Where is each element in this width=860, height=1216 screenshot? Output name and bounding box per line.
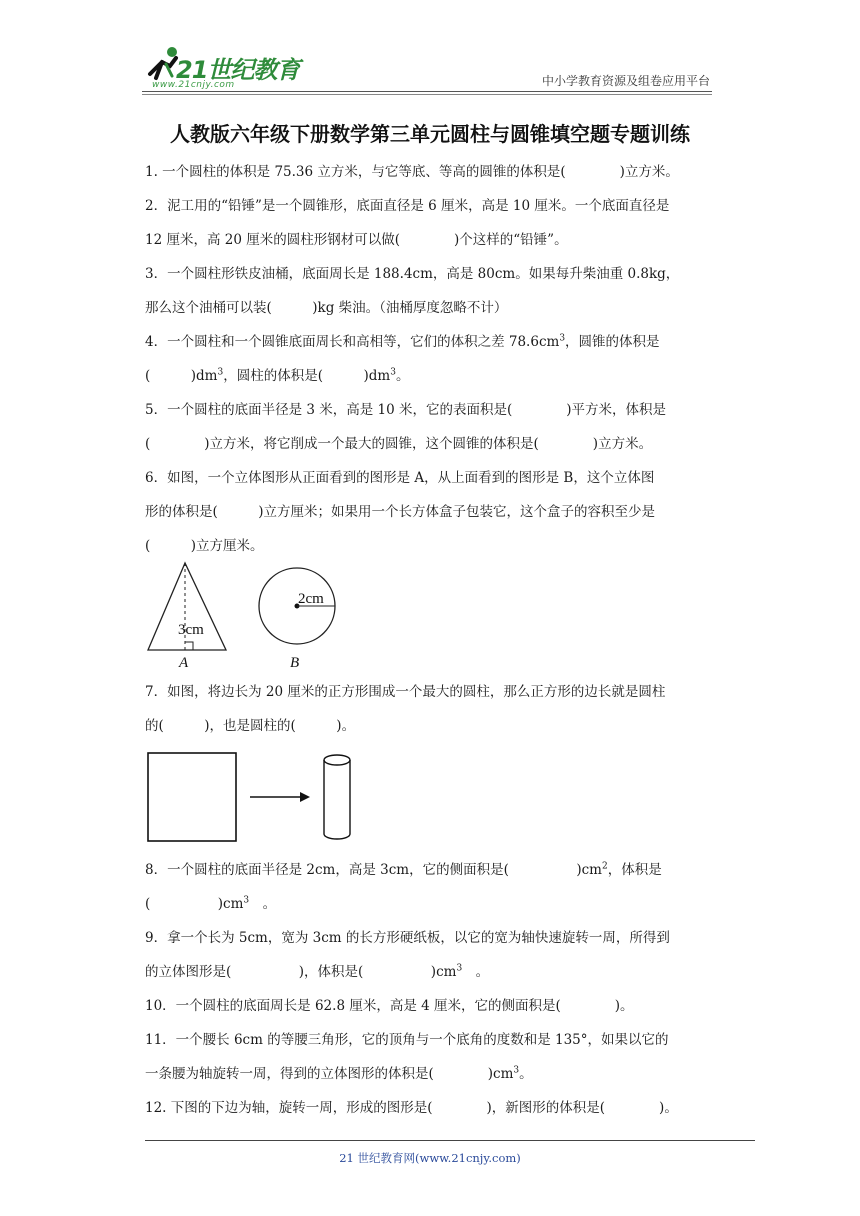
question-line: 的( )，也是圆柱的( )。 [145, 718, 356, 734]
q4-text: 。 [395, 368, 410, 384]
header-divider-secondary [142, 94, 712, 95]
q8-text: 8．一个圆柱的底面半径是 2cm，高是 3cm，它的侧面积是( )cm [145, 862, 602, 878]
question-line: 那么这个油桶可以装( )kg 柴油。（油桶厚度忽略不计） [145, 300, 508, 316]
question-9 [145, 921, 720, 989]
superscript: 3 [559, 333, 566, 344]
cylinder-shape [324, 755, 350, 839]
q4-text: ( )dm [145, 368, 218, 384]
question-line: 6．如图，一个立体图形从正面看到的图形是 A，从上面看到的图形是 B，这个立体图 [145, 470, 655, 486]
question-12 [145, 1091, 720, 1125]
question-line [145, 325, 720, 359]
site-logo[interactable] [142, 40, 312, 96]
question-line [145, 1057, 720, 1091]
superscript: 3 [456, 963, 463, 974]
q11-text: 。 [519, 1066, 533, 1082]
question-4 [145, 325, 720, 393]
question-line: 12 厘米，高 20 厘米的圆柱形钢材可以做( )个这样的“铅锤”。 [145, 232, 568, 248]
header-divider [142, 91, 712, 92]
question-line [145, 359, 720, 393]
q9-text: 的立体图形是( )，体积是( )cm [145, 964, 457, 980]
q4-text: 4．一个圆柱和一个圆锥底面周长和高相等，它们的体积之差 78.6cm [145, 334, 560, 350]
question-line: 7．如图，将边长为 20 厘米的正方形围成一个最大的圆柱，那么正方形的边长就是圆柱 [145, 684, 666, 700]
question-10 [145, 989, 720, 1023]
q8-text: ，体积是 [607, 862, 662, 878]
page-header [0, 0, 860, 100]
question-5 [145, 393, 720, 461]
arrow-icon [250, 792, 310, 802]
figure-cone-views [140, 558, 360, 678]
q8-text: ( )cm [145, 896, 244, 912]
square-shape [148, 753, 236, 841]
question-line [145, 955, 720, 989]
question-7 [145, 675, 720, 743]
question-line: 3．一个圆柱形铁皮油桶，底面周长是 188.4cm，高是 80cm。如果每升柴油重 0.8kg， [145, 266, 680, 282]
caption-b: B [290, 655, 300, 671]
question-line: 1. 一个圆柱的体积是 75.36 立方米，与它等底、等高的圆锥的体积是( )立方米。 [145, 164, 679, 180]
figure-square-to-cylinder [140, 745, 370, 845]
question-line [145, 853, 720, 887]
q11-text: 一条腰为轴旋转一周，得到的立体图形的体积是( )cm [145, 1066, 514, 1082]
superscript: 3 [243, 895, 250, 906]
question-line: 形的体积是( )立方厘米；如果用一个长方体盒子包装它，这个盒子的容积至少是 [145, 504, 656, 520]
question-line: ( )立方米，将它削成一个最大的圆锥，这个圆锥的体积是( )立方米。 [145, 436, 653, 452]
question-3 [145, 257, 720, 325]
question-11 [145, 1023, 720, 1091]
question-6 [145, 461, 720, 563]
question-line: 10．一个圆柱的底面周长是 62.8 厘米，高是 4 厘米，它的侧面积是( )。 [145, 998, 634, 1014]
question-line: 12. 下图的下边为轴，旋转一周，形成的图形是( )，新图形的体积是( )。 [145, 1100, 678, 1116]
caption-a: A [179, 655, 189, 671]
q4-text: ，圆柱的体积是( )dm [223, 368, 391, 384]
q8-text: 。 [249, 896, 277, 912]
logo-text: 21世纪教育 [176, 56, 300, 84]
superscript: 3 [513, 1065, 520, 1076]
question-line: 9．拿一个长为 5cm，宽为 3cm 的长方形硬纸板，以它的宽为轴快速旋转一周，所得到 [145, 930, 670, 946]
superscript: 2 [601, 861, 608, 872]
question-8 [145, 853, 720, 921]
question-line [145, 887, 720, 921]
front-view-triangle [148, 563, 226, 671]
document-title: 人教版六年级下册数学第三单元圆柱与圆锥填空题专题训练 [170, 122, 690, 146]
question-line: ( )立方厘米。 [145, 538, 264, 554]
question-1 [145, 155, 720, 189]
logo-url: www.21cnjy.com [152, 80, 235, 90]
question-line: 5．一个圆柱的底面半径是 3 米，高是 10 米，它的表面积是( )平方米，体积是 [145, 402, 667, 418]
platform-label: 中小学教育资源及组卷应用平台 [541, 74, 710, 88]
footer-link[interactable]: 21 世纪教育网(www.21cnjy.com) [339, 1151, 521, 1165]
question-2 [145, 189, 720, 257]
q4-text: ，圆锥的体积是 [565, 334, 660, 350]
question-line: 2．泥工用的“铅锤”是一个圆锥形，底面直径是 6 厘米，高是 10 厘米。一个底面直径是 [145, 198, 670, 214]
question-line: 11．一个腰长 6cm 的等腰三角形，它的顶角与一个底角的度数和是 135°，如果以它的 [145, 1032, 669, 1048]
radius-label: 2cm [298, 591, 324, 607]
q9-text: 。 [462, 964, 490, 980]
superscript: 3 [217, 367, 224, 378]
top-view-circle [259, 568, 335, 671]
superscript: 3 [390, 367, 396, 378]
footer-divider [145, 1140, 755, 1141]
height-label: 3cm [178, 622, 204, 638]
